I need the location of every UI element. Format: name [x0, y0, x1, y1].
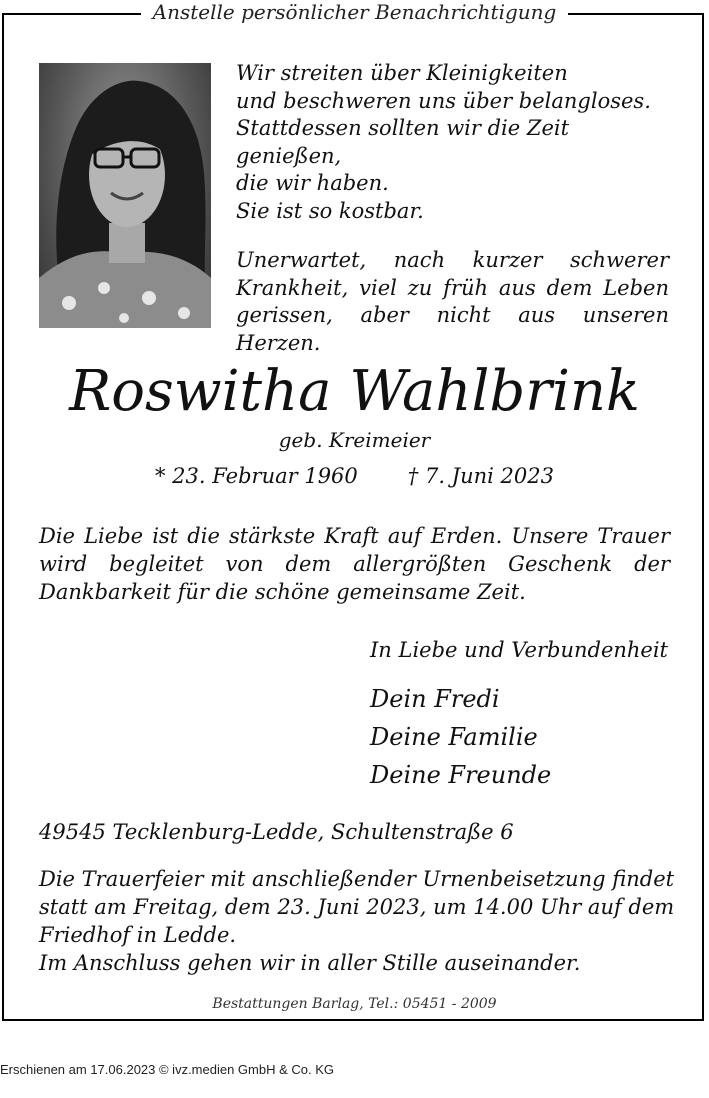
portrait-photo — [39, 63, 211, 328]
signer: Deine Familie — [370, 723, 538, 751]
deceased-name: Roswitha Wahlbrink — [69, 359, 640, 424]
poem — [236, 60, 669, 357]
publication-footer: Erschienen am 17.06.2023 © ivz.medien GmbH & Co. KG — [0, 1062, 335, 1077]
signers-list — [370, 680, 551, 794]
header-text: Anstelle persönlicher Benachrichtigung — [141, 0, 569, 24]
service-line: Friedhof in Ledde. — [39, 923, 237, 947]
poem-line: Sie ist so kostbar. — [236, 198, 424, 223]
poem-line: und beschweren uns über belangloses. — [236, 88, 651, 113]
memorial-quote: Die Liebe ist die stärkste Kraft auf Erden. Unsere Trauer wird begleitet von dem allergrößten Geschenk der Dankbarkeit für die schöne gemeinsame Zeit. — [39, 524, 670, 604]
death-date: † 7. Juni 2023 — [407, 464, 554, 488]
signer: Dein Fredi — [370, 685, 500, 713]
notice-header — [0, 0, 709, 24]
closing-phrase: In Liebe und Verbundenheit — [370, 638, 668, 662]
poem-line: Wir streiten über Kleinigkeiten — [236, 61, 568, 85]
service-info — [39, 865, 679, 977]
poem-stanza-2: Unerwartet, nach kurzer schwerer Krankheit, viel zu früh aus dem Leben gerissen, aber nicht aus unseren Herzen. — [236, 248, 669, 355]
service-line: Die Trauerfeier mit anschließender Urnenbeisetzung findet — [39, 867, 675, 891]
service-line: Im Anschluss gehen wir in aller Stille auseinander. — [39, 951, 581, 975]
address: 49545 Tecklenburg-Ledde, Schultenstraße 6 — [39, 820, 514, 844]
service-line: statt am Freitag, dem 23. Juni 2023, um 14.00 Uhr auf dem — [39, 895, 675, 919]
signer: Deine Freunde — [370, 761, 552, 789]
portrait-photo-icon — [39, 63, 211, 328]
birth-date: * 23. Februar 1960 — [155, 464, 358, 488]
birth-name: geb. Kreimeier — [278, 428, 431, 452]
poem-line: Stattdessen sollten wir die Zeit genießen, — [236, 116, 570, 168]
poem-line: die wir haben. — [236, 171, 389, 195]
undertaker-info: Bestattungen Barlag, Tel.: 05451 - 2009 — [212, 996, 497, 1012]
poem-stanza-1 — [236, 60, 669, 225]
life-dates — [0, 464, 709, 488]
